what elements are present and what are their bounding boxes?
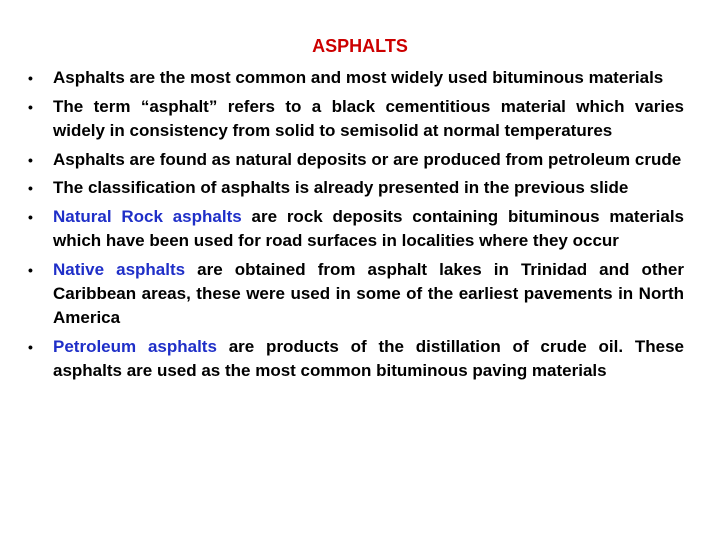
bullet-dot: • [28, 261, 33, 278]
bullet-highlight: Petroleum asphalts [53, 337, 217, 357]
bullet-text: The classification of asphalts is already presented in the previous slide [53, 178, 629, 198]
bullet-dot: • [28, 151, 33, 168]
bullet-item [24, 148, 684, 172]
bullet-dot: • [28, 98, 33, 115]
bullet-text: Asphalts are found as natural deposits or are produced from petroleum crude [53, 149, 682, 169]
bullet-list [24, 66, 684, 388]
bullet-text: are rock deposits containing bituminous materials which have been used for road surfaces in localities where they occur [53, 207, 684, 251]
bullet-highlight: Natural Rock asphalts [53, 207, 242, 227]
bullet-item [24, 205, 684, 253]
bullet-text: are obtained from asphalt lakes in Trinidad and other Caribbean areas, these were used in some of the earliest pavements in North America [53, 259, 684, 328]
bullet-item [24, 258, 684, 331]
bullet-dot: • [28, 70, 33, 86]
bullet-dot: • [28, 339, 33, 356]
bullet-text: The term “asphalt” refers to a black cementitious material which varies widely in consistency from solid to semisolid at normal temperatures [53, 96, 684, 140]
bullet-item [24, 95, 684, 143]
bullet-dot: • [28, 180, 33, 197]
bullet-text: Asphalts are the most common and most widely used bituminous materials [53, 68, 664, 87]
bullet-highlight: Native asphalts [53, 259, 186, 279]
bullet-text: are products of the distillation of crude oil. These asphalts are used as the most common bituminous paving materials [53, 337, 685, 381]
bullet-dot: • [28, 209, 33, 226]
bullet-item [24, 66, 684, 90]
bullet-item [24, 335, 684, 383]
slide-title: ASPHALTS [312, 36, 408, 56]
bullet-item [24, 176, 684, 200]
